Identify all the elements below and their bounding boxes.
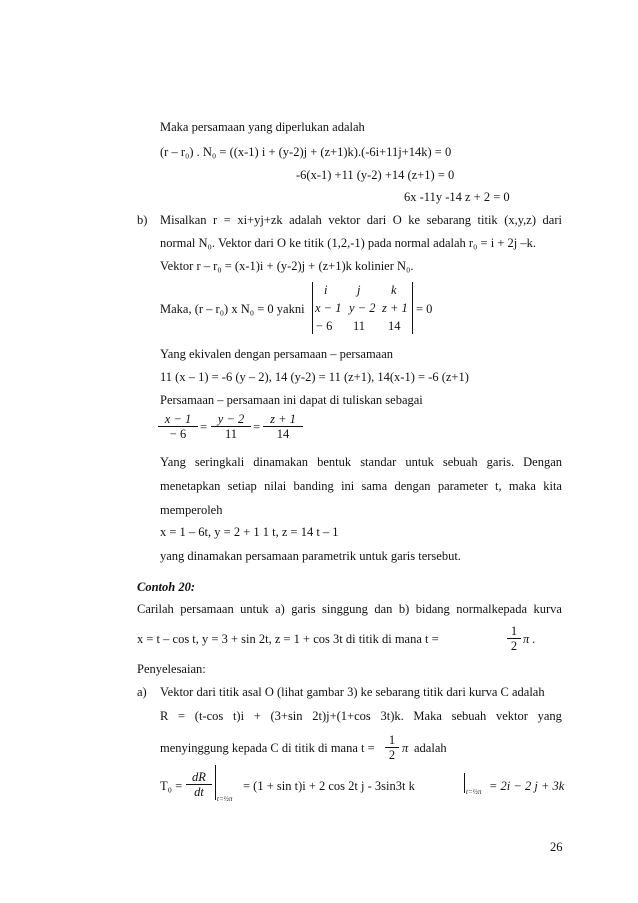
word: garis. xyxy=(486,455,515,469)
word: dan xyxy=(374,602,393,616)
text-line: memperoleh xyxy=(160,503,223,517)
word: Dengan xyxy=(523,455,562,469)
word: ke xyxy=(408,213,421,227)
det-cell: y − 2 xyxy=(349,301,376,315)
det-equals-zero: = 0 xyxy=(416,302,433,316)
word: untuk xyxy=(240,602,269,616)
text-line: yang dinamakan persamaan parametrik untuk garis tersebut. xyxy=(160,549,461,563)
text-line: Persamaan – persamaan ini dapat di tuliskan sebagai xyxy=(160,393,423,407)
det-cell: − 6 xyxy=(316,319,333,333)
word: = xyxy=(223,213,231,227)
word: t)i xyxy=(232,709,245,723)
fraction: $\frac{y - 2}{11}$ xyxy=(211,412,251,441)
word: sebuah xyxy=(451,709,487,723)
word: = xyxy=(178,709,186,723)
det-cell: j xyxy=(357,283,361,297)
word: Maka xyxy=(413,709,442,723)
word: dengan xyxy=(394,479,431,493)
text-line: Yang ekivalen dengan persamaan – persamaan xyxy=(160,347,394,361)
word: (t-cos xyxy=(194,709,224,723)
item-label-a: a) xyxy=(137,685,147,699)
text-line: adalah xyxy=(414,741,447,755)
det-cell: 11 xyxy=(353,319,366,333)
word: yang xyxy=(537,709,562,723)
word: dari xyxy=(366,213,387,227)
text-line: Maka persamaan yang diperlukan adalah xyxy=(160,120,365,134)
word: standar xyxy=(360,455,397,469)
word: sebarang xyxy=(426,213,472,227)
word: sebuah xyxy=(442,455,478,469)
evaluation-bar xyxy=(464,773,465,793)
fraction: $\frac{x - 1}{- 6}$ xyxy=(158,412,198,441)
word: bidang xyxy=(415,602,450,616)
equation-expanded: -6(x-1) +11 (y-2) +14 (z+1) = 0 xyxy=(296,168,455,182)
fraction: $\frac{z + 1}{14}$ xyxy=(263,412,303,441)
equation-dot-product: (r – r₀) . N₀ = ((x-1) i + (y-2)j + (z+1)k).(-6i+11j+14k) = 0 xyxy=(160,145,452,159)
word: parameter xyxy=(437,479,488,493)
text-line: menyinggung kepada C di titik di mana t = xyxy=(160,741,375,755)
tangent-label: T₀ = xyxy=(160,779,183,793)
word: O xyxy=(392,213,402,227)
evaluation-subscript: t=½π xyxy=(466,788,482,796)
determinant xyxy=(312,282,412,334)
word: Carilah xyxy=(137,602,174,616)
word: nilai xyxy=(264,479,287,493)
word: t, xyxy=(495,479,502,493)
justified-line xyxy=(160,213,562,228)
section-heading: Contoh 20: xyxy=(137,580,196,594)
word: a) xyxy=(275,602,285,616)
equation-parametric: x = 1 – 6t, y = 2 + 1 1 t, z = 14 t – 1 xyxy=(160,525,339,539)
text-line: normal N₀. Vektor dari O ke titik (1,2,-1) pada normal adalah r₀ = i + 2j –k. xyxy=(160,236,536,250)
fraction-half: $\frac{1}{2}$ xyxy=(507,624,521,653)
word: Yang xyxy=(160,455,186,469)
word: b) xyxy=(398,602,410,616)
text-line: Maka, (r – r₀) x N₀ = 0 yakni xyxy=(160,302,305,316)
word: + xyxy=(253,709,261,723)
derivative-expression: = (1 + sin t)i + 2 cos 2t j - 3sin3t k xyxy=(243,779,415,793)
word: maka xyxy=(508,479,536,493)
word: 2t)j+(1+cos xyxy=(312,709,371,723)
word: r xyxy=(213,213,218,227)
equation-plane: 6x -11y -14 z + 2 = 0 xyxy=(404,190,510,204)
det-cell: 14 xyxy=(388,319,401,333)
word: R xyxy=(160,709,169,723)
word: titik xyxy=(477,213,498,227)
word: sama xyxy=(361,479,388,493)
text-line: 11 (x – 1) = -6 (y – 2), 14 (y-2) = 11 (z+1), 14(x-1) = -6 (z+1) xyxy=(160,370,469,384)
justified-line xyxy=(160,709,562,724)
word: kurva xyxy=(533,602,562,616)
pi-symbol: π . xyxy=(523,632,536,646)
word: singgung xyxy=(322,602,368,616)
det-cell: z + 1 xyxy=(382,301,408,315)
text-line: Vektor r – r₀ = (x-1)i + (y-2)j + (z+1)k kolinier N₀. xyxy=(160,259,414,273)
word: Misalkan xyxy=(160,213,207,227)
equation-curve: x = t – cos t, y = 3 + sin 2t, z = 1 + cos 3t di titik di mana t = xyxy=(137,632,439,646)
det-cell: i xyxy=(324,283,328,297)
word: garis xyxy=(291,602,316,616)
pi-symbol: π xyxy=(402,741,409,755)
item-label-b: b) xyxy=(137,213,148,227)
fraction-half: $\frac{1}{2}$ xyxy=(385,733,399,762)
word: seringkali xyxy=(194,455,245,469)
word: bentuk xyxy=(317,455,352,469)
evaluation-bar xyxy=(215,765,216,800)
word: kita xyxy=(543,479,562,493)
word: vektor xyxy=(495,709,528,723)
word: menetapkan xyxy=(160,479,221,493)
evaluation-subscript: t=½π xyxy=(217,795,233,803)
justified-line xyxy=(160,479,562,494)
tangent-result: = 2i − 2 j + 3k xyxy=(489,779,565,793)
word: (x,y,z) xyxy=(504,213,537,227)
page-number: 26 xyxy=(550,840,563,854)
justified-line xyxy=(160,455,562,470)
det-cell: x − 1 xyxy=(315,301,342,315)
word: untuk xyxy=(405,455,434,469)
word: ini xyxy=(341,479,355,493)
word: banding xyxy=(293,479,334,493)
det-cell: k xyxy=(391,283,397,297)
word: dinamakan xyxy=(253,455,309,469)
text-line: Vektor dari titik asal O (lihat gambar 3) ke sebarang titik dari kurva C adalah xyxy=(160,685,545,699)
word: dari xyxy=(542,213,562,227)
word: xi+yj+zk xyxy=(237,213,283,227)
fraction-derivative: $\frac{dR}{dt}$ xyxy=(186,770,212,799)
word: adalah xyxy=(289,213,322,227)
word: normalkepada xyxy=(456,602,528,616)
word: vektor xyxy=(328,213,361,227)
word: setiap xyxy=(227,479,257,493)
equals-sign: = xyxy=(253,420,261,434)
word: 3t)k. xyxy=(380,709,404,723)
word: (3+sin xyxy=(270,709,303,723)
determinant-bar-right xyxy=(412,282,413,334)
word: persamaan xyxy=(180,602,234,616)
text-line: Penyelesaian: xyxy=(137,662,206,676)
justified-line xyxy=(137,602,562,617)
equals-sign: = xyxy=(200,420,208,434)
